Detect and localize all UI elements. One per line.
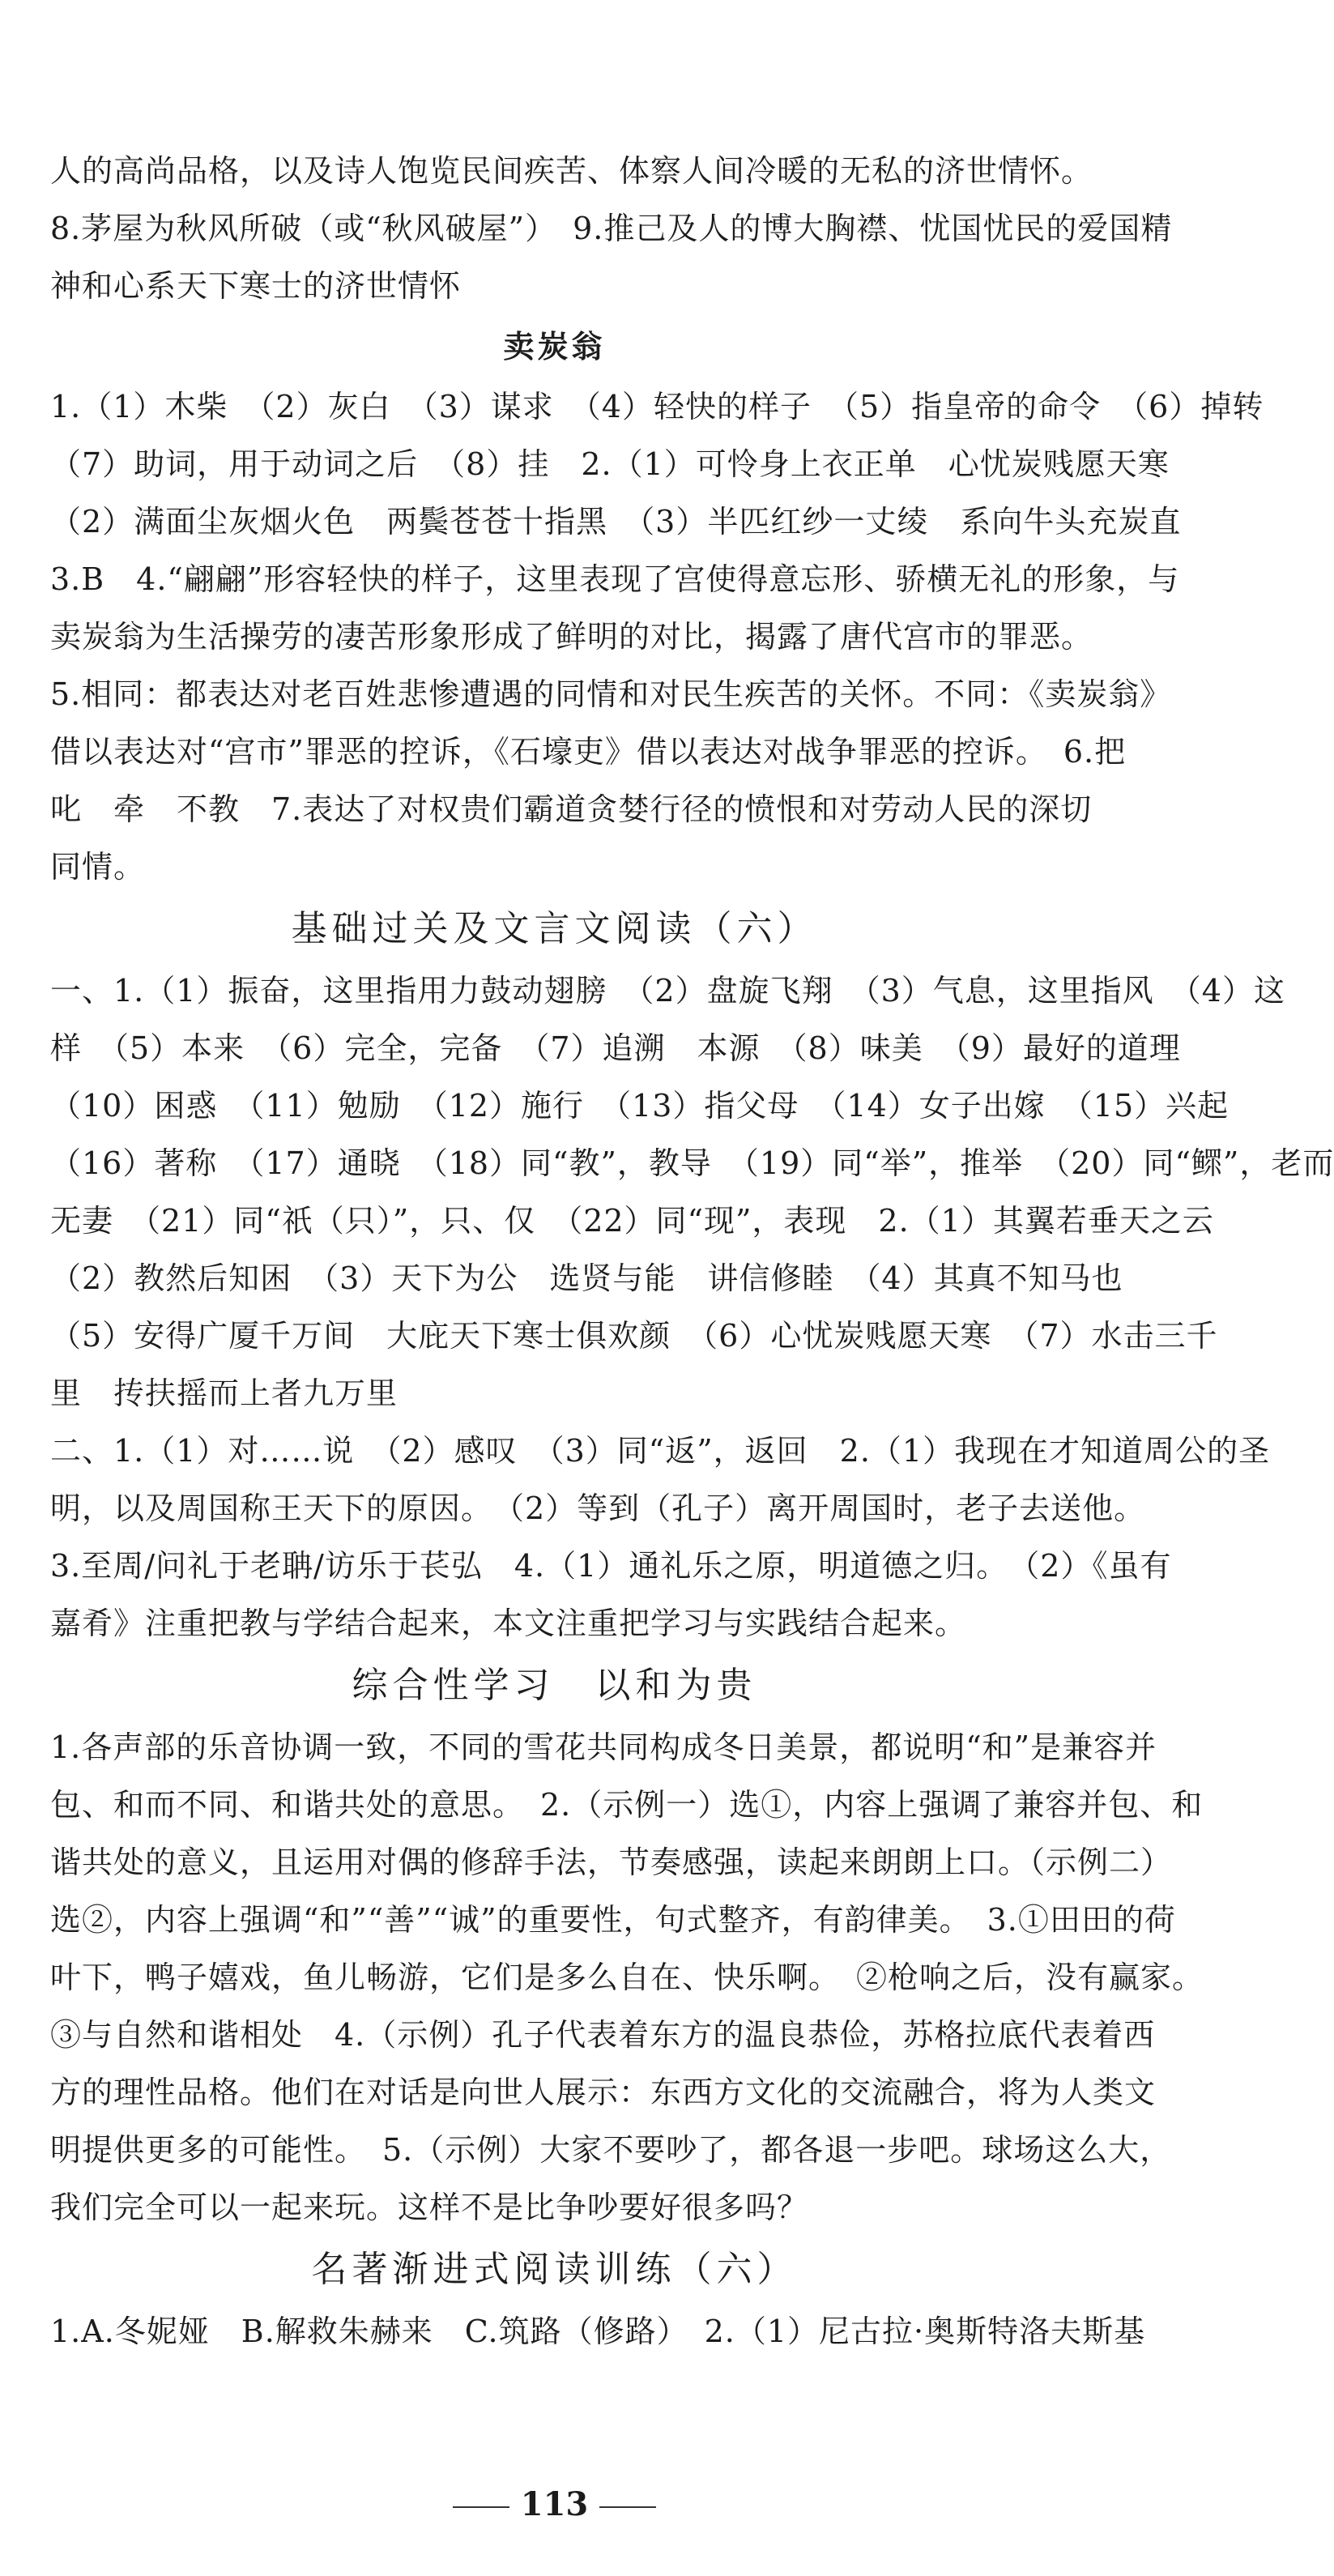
- text-line: 5.相同：都表达对老百姓悲惨遭遇的同情和对民生疾苦的关怀。不同：《卖炭翁》: [50, 676, 1172, 712]
- page-number: 113: [520, 2485, 589, 2523]
- right-dash: [599, 2506, 656, 2508]
- section-heading: 卖炭翁: [503, 328, 606, 365]
- section-heading: 名著渐进式阅读训练（六）: [311, 2249, 798, 2290]
- text-line: （2）满面尘灰烟火色 两鬓苍苍十指黑 （3）半匹红纱一丈绫 系向牛头充炭直: [50, 504, 1182, 540]
- left-dash: [453, 2506, 509, 2508]
- text-line: （16）著称 （17）通晓 （18）同“教”，教导 （19）同“举”，推举 （20）同“鳏”，老而: [50, 1145, 1334, 1181]
- text-line: 神和心系天下寒士的济世情怀: [50, 268, 462, 304]
- text-line: 叱 牵 不教 7.表达了对权贵们霸道贪婪行径的愤恨和对劳动人民的深切: [50, 791, 1093, 827]
- text-line: 谐共处的意义，且运用对偶的修辞手法，节奏感强，读起来朗朗上口。（示例二）: [50, 1845, 1173, 1880]
- text-line: 明，以及周国称王天下的原因。 （2）等到（孔子）离开周国时，老子去送他。: [50, 1491, 1146, 1526]
- text-line: 方的理性品格。他们在对话是向世人展示：东西方文化的交流融合，将为人类文: [50, 2075, 1157, 2110]
- page-footer: [0, 2479, 1109, 2531]
- text-line: 里 抟扶摇而上者九万里: [50, 1375, 398, 1411]
- text-line: 1.（1）木柴 （2）灰白 （3）谋求 （4）轻快的样子 （5）指皇帝的命令 （6）掉转: [50, 389, 1264, 424]
- text-line: 无妻 （21）同“祇（只）”，只、仅 （22）同“现”，表现 2.（1）其翼若垂天之云: [50, 1203, 1214, 1239]
- text-line: 1.A.冬妮娅 B.解救朱赫来 C.筑路（修路） 2.（1）尼古拉·奥斯特洛夫斯基: [50, 2314, 1146, 2349]
- text-line: 明提供更多的可能性。 5.（示例）大家不要吵了，都各退一步吧。球场这么大，: [50, 2132, 1172, 2168]
- text-line: ③与自然和谐相处 4.（示例）孔子代表着东方的温良恭俭，苏格拉底代表着西: [50, 2017, 1156, 2053]
- text-line: 叶下，鸭子嬉戏，鱼儿畅游，它们是多么自在、快乐啊。 ②枪响之后，没有赢家。: [50, 1960, 1204, 1995]
- text-line: （2）教然后知困 （3）天下为公 选贤与能 讲信修睦 （4）其真不知马也: [50, 1260, 1123, 1296]
- text-line: 借以表达对“宫市”罪恶的控诉，《石壕吏》借以表达对战争罪恶的控诉。 6.把: [50, 734, 1127, 770]
- text-line: 同情。: [50, 849, 146, 885]
- text-line: 一、1.（1）振奋，这里指用力鼓动翅膀 （2）盘旋飞翔 （3）气息，这里指风 （4）这: [50, 973, 1285, 1009]
- text-line: 人的高尚品格，以及诗人饱览民间疾苦、体察人间冷暖的无私的济世情怀。: [50, 153, 1093, 189]
- text-line: 1.各声部的乐音协调一致，不同的雪花共同构成冬日美景，都说明“和”是兼容并: [50, 1729, 1157, 1765]
- text-line: 包、和而不同、和谐共处的意思。 2.（示例一）选①，内容上强调了兼容并包、和: [50, 1787, 1204, 1823]
- section-heading: 综合性学习 以和为贵: [352, 1665, 757, 1706]
- text-line: （10）困惑 （11）勉励 （12）施行 （13）指父母 （14）女子出嫁 （15）兴起: [50, 1088, 1230, 1124]
- text-line: 选②，内容上强调“和”“善”“诚”的重要性，句式整齐，有韵律美。 3.①田田的荷: [50, 1902, 1176, 1938]
- text-line: 样 （5）本来 （6）完全，完备 （7）追溯 本源 （8）味美 （9）最好的道理: [50, 1030, 1181, 1066]
- text-line: （7）助词，用于动词之后 （8）挂 2.（1）可怜身上衣正单 心忧炭贱愿天寒: [50, 446, 1170, 482]
- answer-content: [50, 143, 1334, 2361]
- text-line: 8.茅屋为秋风所破（或“秋风破屋”） 9.推己及人的博大胸襟、忧国忧民的爱国精: [50, 211, 1173, 246]
- text-line: （5）安得广厦千万间 大庇天下寒士俱欢颜 （6）心忧炭贱愿天寒 （7）水击三千: [50, 1318, 1218, 1354]
- text-line: 我们完全可以一起来玩。这样不是比争吵要好很多吗？: [50, 2190, 809, 2225]
- text-line: 3.B 4.“翩翩”形容轻快的样子，这里表现了宫使得意忘形、骄横无礼的形象，与: [50, 561, 1180, 597]
- section-heading: 基础过关及文言文阅读（六）: [291, 908, 818, 949]
- text-line: 二、1.（1）对……说 （2）感叹 （3）同“返”，返回 2.（1）我现在才知道周公的圣: [50, 1433, 1271, 1469]
- text-line: 3.至周/问礼于老聃/访乐于苌弘 4.（1）通礼乐之原，明道德之归。 （2）《虽有: [50, 1548, 1172, 1584]
- text-line: 卖炭翁为生活操劳的凄苦形象形成了鲜明的对比，揭露了唐代宫市的罪恶。: [50, 619, 1093, 655]
- text-line: 嘉肴》注重把教与学结合起来，本文注重把学习与实践结合起来。: [50, 1606, 967, 1641]
